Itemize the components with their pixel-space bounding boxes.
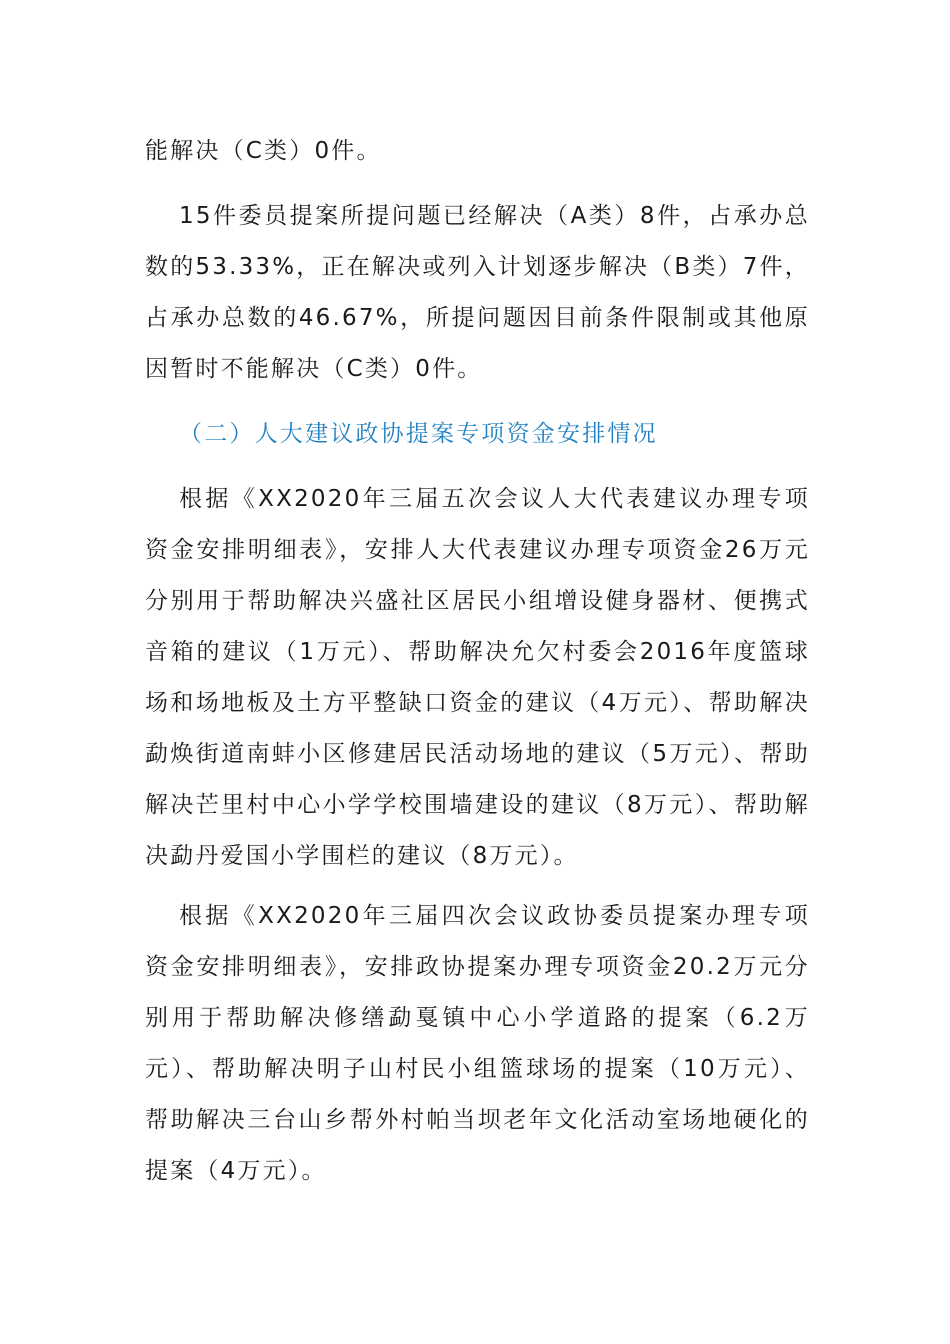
paragraph-npc-fund-arrangement: 根据《XX2020年三届五次会议人大代表建议办理专项资金安排明细表》，安排人大代表建议办理专项资金26万元分别用于帮助解决兴盛社区居民小组增设健身器材、便携式音箱的建议（1万元）、帮助解决允欠村委会2016年度篮球场和场地板及土方平整缺口资金的建议（4万元）、帮助解决勐焕街道南蚌小区修建居民活动场地的建议（5万元）、帮助解决芒里村中心小学学校围墙建设的建议（8万元）、帮助解决勐丹爱国小学围栏的建议（8万元）。	[145, 486, 810, 869]
section-heading: （二）人大建议政协提案专项资金安排情况	[179, 421, 658, 447]
paragraph-committee-proposals: 15件委员提案所提问题已经解决（A类）8件，占承办总数的53.33%，正在解决或列入计划逐步解决（B类）7件，占承办总数的46.67%，所提问题因目前条件限制或其他原因暂时不能解决（C类）0件。	[145, 203, 810, 382]
paragraph-continuation: 能解决（C类）0件。	[145, 138, 382, 164]
paragraph-cppcc-fund-arrangement: 根据《XX2020年三届四次会议政协委员提案办理专项资金安排明细表》，安排政协提案办理专项资金20.2万元分别用于帮助解决修缮勐戛镇中心小学道路的提案（6.2万元）、帮助解决明子山村民小组篮球场的提案（10万元）、帮助解决三台山乡帮外村帕当坝老年文化活动室场地硬化的提案（4万元）。	[145, 903, 810, 1184]
